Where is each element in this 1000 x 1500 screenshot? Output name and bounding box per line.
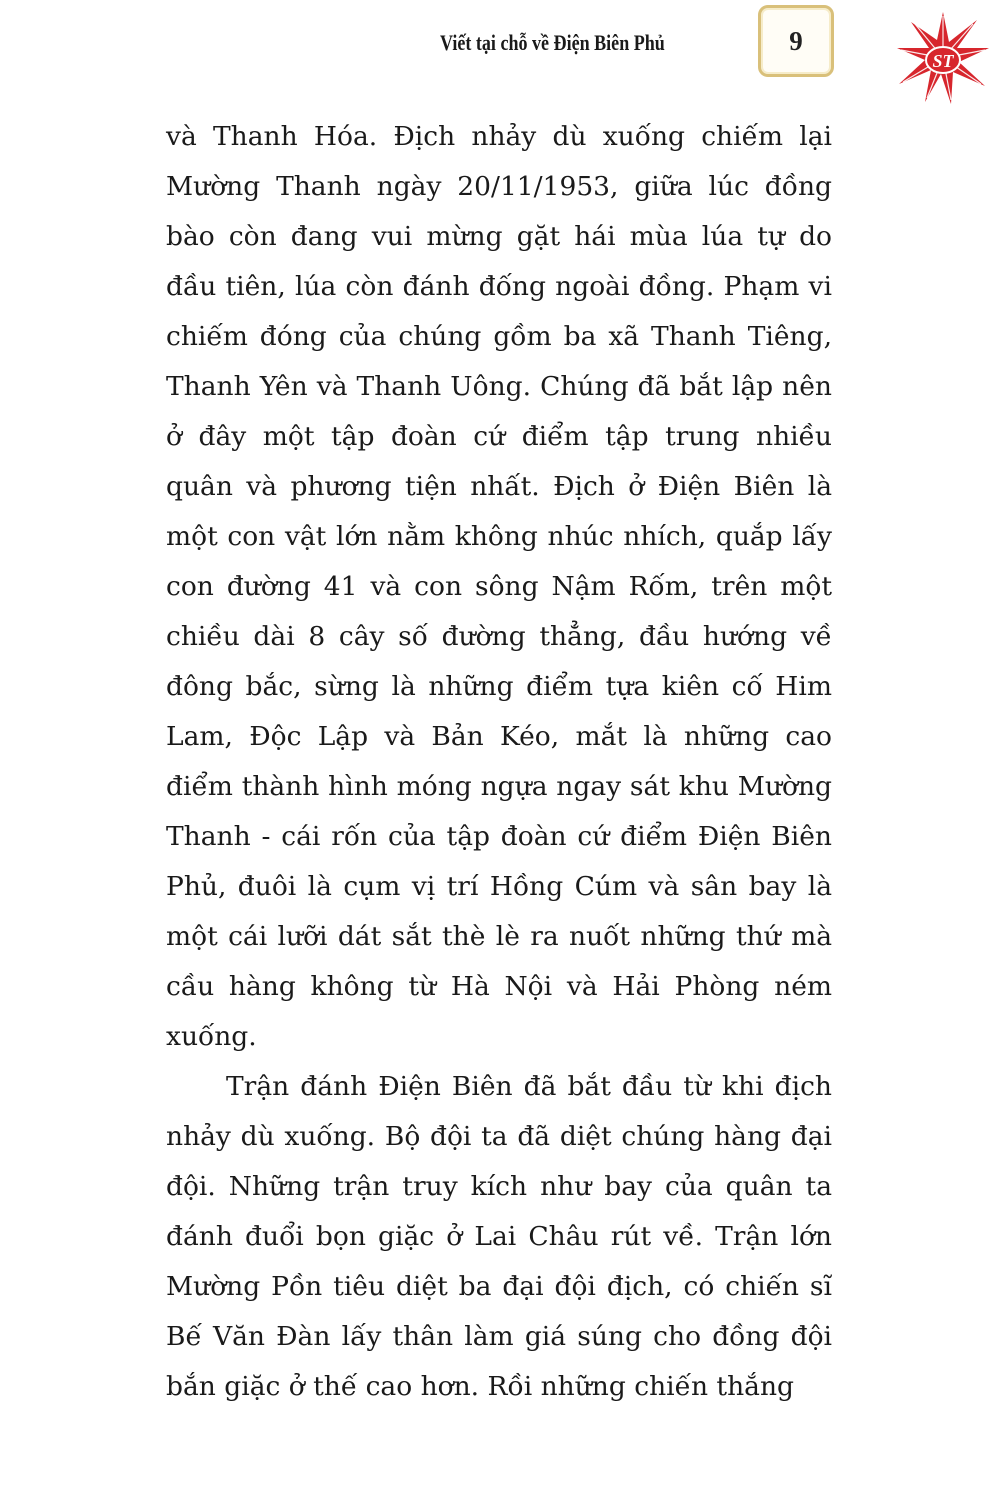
body-text [166, 112, 832, 1412]
page-number: 9 [758, 5, 834, 77]
paragraph: và Thanh Hóa. Địch nhảy dù xuống chiếm lại Mường Thanh ngày 20/11/1953, giữa lúc đồng bào còn đang vui mừng gặt hái mùa lúa tự do đầu tiên, lúa còn đánh đống ngoài đồng. Phạm vi chiếm đóng của chúng gồm ba xã Thanh Tiêng, Thanh Yên và Thanh Uông. Chúng đã bắt lập nên ở đây một tập đoàn cứ điểm tập trung nhiều quân và phương tiện nhất. Địch ở Điện Biên là một con vật lớn nằm không nhúc nhích, quắp lấy con đường 41 và con sông Nậm Rốm, trên một chiều dài 8 cây số đường thẳng, đầu hướng về đông bắc, sừng là những điểm tựa kiên cố Him Lam, Độc Lập và Bản Kéo, mắt là những cao điểm thành hình móng ngựa ngay sát khu Mường Thanh - cái rốn của tập đoàn cứ điểm Điện Biên Phủ, đuôi là cụm vị trí Hồng Cúm và sân bay là một cái lưỡi dát sắt thè lè ra nuốt những thứ mà cầu hàng không từ Hà Nội và Hải Phòng ném xuống. [166, 121, 832, 1052]
header-title: Viết tại chỗ về Điện Biên Phủ [440, 30, 665, 55]
logo-letters: ST [932, 51, 954, 71]
publisher-logo-icon [892, 8, 994, 108]
paragraph: Trận đánh Điện Biên đã bắt đầu từ khi địch nhảy dù xuống. Bộ đội ta đã diệt chúng hàng đại đội. Những trận truy kích như bay của quân ta đánh đuổi bọn giặc ở Lai Châu rút về. Trận lớn Mường Pồn tiêu diệt ba đại đội địch, có chiến sĩ Bế Văn Đàn lấy thân làm giá súng cho đồng đội bắn giặc ở thế cao hơn. Rồi những chiến thắng [166, 1071, 832, 1402]
